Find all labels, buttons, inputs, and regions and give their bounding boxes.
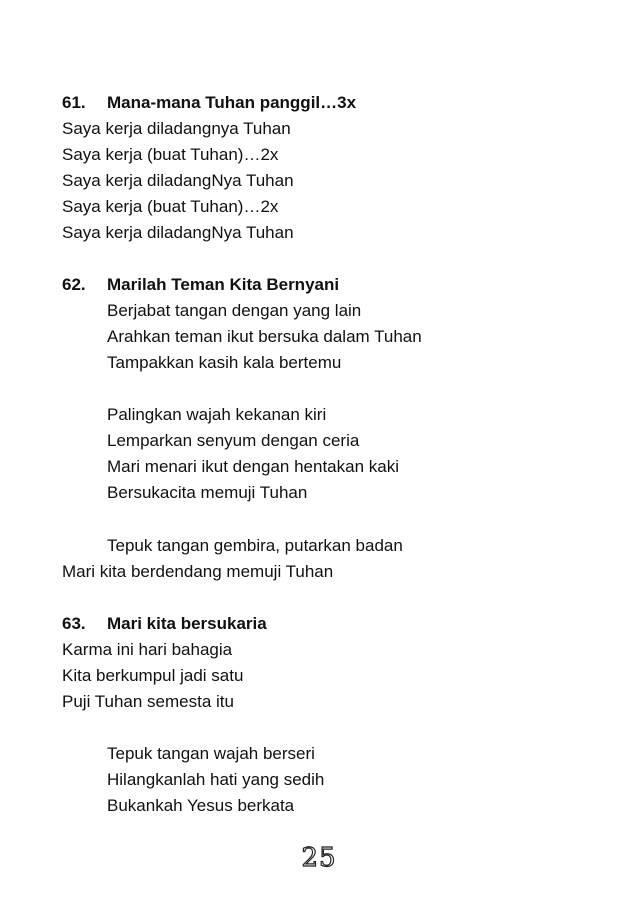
- lyric-line: Kita berkumpul jadi satu: [62, 666, 244, 685]
- lyric-line: Tampakkan kasih kala bertemu: [107, 353, 342, 372]
- lyric-line: Saya kerja diladangnya Tuhan: [62, 119, 291, 138]
- lyric-line: Karma ini hari bahagia: [62, 640, 233, 659]
- song-number: 62.: [62, 275, 86, 294]
- lyric-line: Arahkan teman ikut bersuka dalam Tuhan: [107, 327, 422, 346]
- lyric-line: Tepuk tangan gembira, putarkan badan: [107, 536, 403, 555]
- lyric-line: Mari kita berdendang memuji Tuhan: [62, 562, 334, 581]
- page-number: 25: [301, 843, 337, 873]
- lyric-line: Lemparkan senyum dengan ceria: [107, 431, 360, 450]
- lyric-line: Saya kerja diladangNya Tuhan: [62, 223, 294, 242]
- lyric-line: Berjabat tangan dengan yang lain: [107, 301, 362, 320]
- song-number: 63.: [62, 614, 86, 633]
- lyric-line: Saya kerja diladangNya Tuhan: [62, 171, 294, 190]
- song-title: Mana-mana Tuhan panggil…3x: [107, 93, 357, 112]
- lyric-line: Mari menari ikut dengan hentakan kaki: [107, 457, 399, 476]
- song-number: 61.: [62, 93, 86, 112]
- lyric-line: Tepuk tangan wajah berseri: [107, 744, 315, 763]
- lyric-line: Saya kerja (buat Tuhan)…2x: [62, 145, 279, 164]
- lyric-line: Saya kerja (buat Tuhan)…2x: [62, 197, 279, 216]
- lyric-line: Bukankah Yesus berkata: [107, 796, 295, 815]
- song-title: Mari kita bersukaria: [107, 614, 267, 633]
- song-title: Marilah Teman Kita Bernyani: [107, 275, 340, 294]
- lyric-line: Hilangkanlah hati yang sedih: [107, 770, 325, 789]
- lyric-line: Bersukacita memuji Tuhan: [107, 483, 308, 502]
- lyric-line: Puji Tuhan semesta itu: [62, 692, 234, 711]
- lyric-line: Palingkan wajah kekanan kiri: [107, 405, 327, 424]
